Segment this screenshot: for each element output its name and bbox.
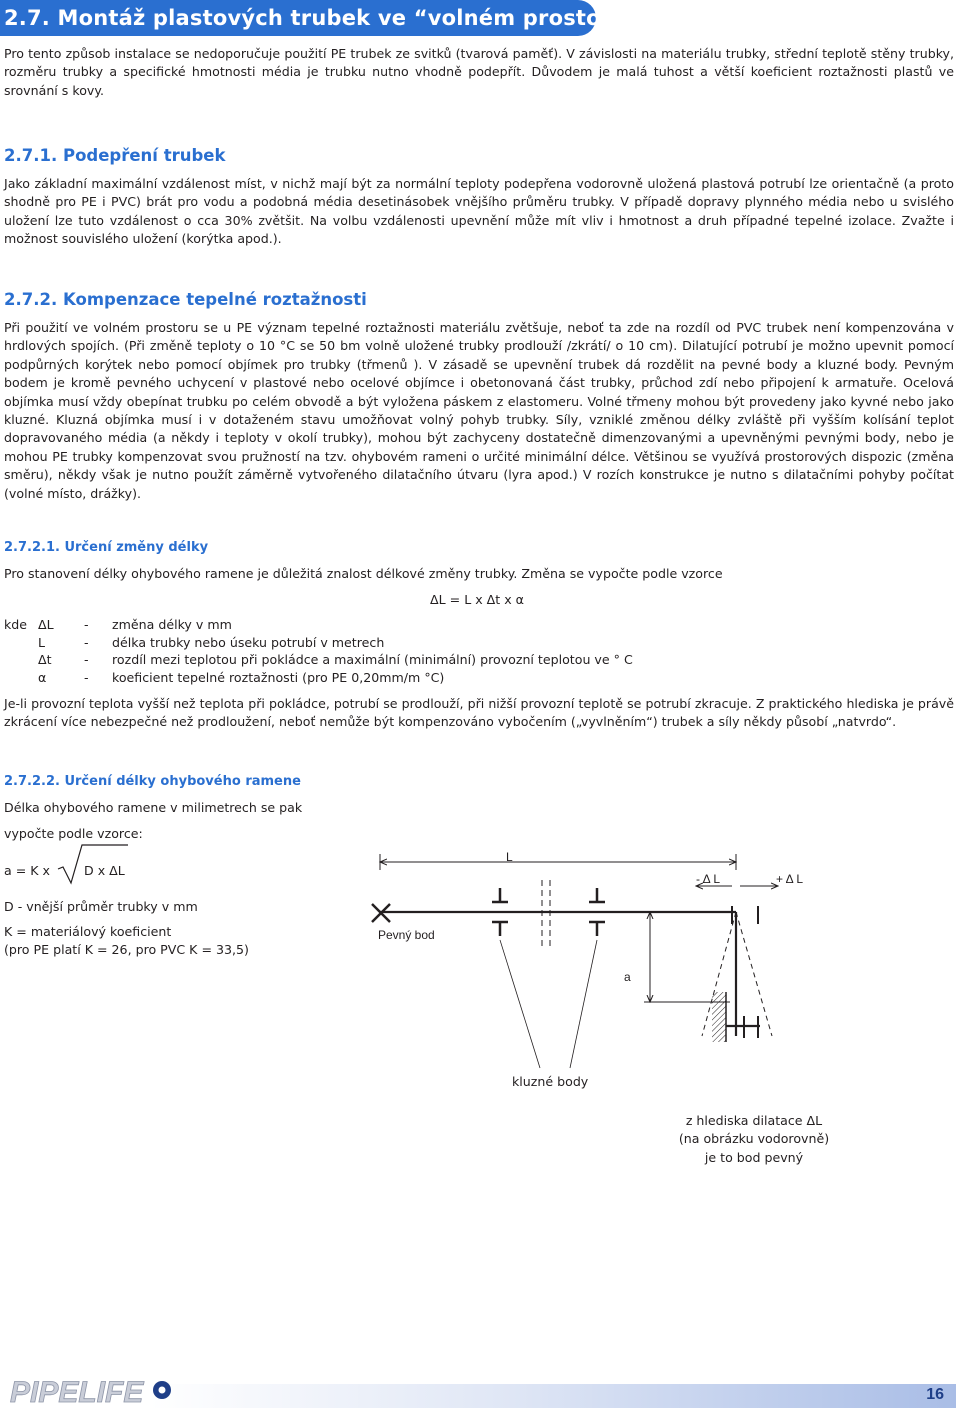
wall-hatch [712,992,726,1042]
definition-prefix [4,634,38,652]
label-a: a [624,970,631,984]
label-fixed-point: Pevný bod [378,928,435,942]
definition-dash: - [84,634,89,650]
intro-paragraph: Pro tento způsob instalace se nedoporučuje použití PE trubek ze svitků (tvarová paměť). V závislosti na materiálu trubky, střední teplotě stěny trubky, rozměru trubky a specifické hmotnosti média je trubku nutno vhodně podepřít. Důvodem je malá tuhost a větší koeficient roztažnosti plastů ve srovnání s kovy. [4,46,954,98]
definition-text: změna délky v mm [112,617,232,632]
definition-symbol: Δt [38,652,52,668]
definition-text: délka trubky nebo úseku potrubí v metrech [112,634,385,650]
definition-dash: - [84,669,89,685]
heading-2-7-2-2: 2.7.2.2. Určení délky ohybového ramene [4,774,301,789]
paragraph-2-7-2-1-lead: Pro stanovení délky ohybového ramene je důležitá znalost délkové změny trubky. Změna se vypočte podle vzorce [4,566,723,581]
formula-delta-l: ΔL = L x Δt x α [430,592,524,607]
formula-a-left: a = K x [4,863,50,878]
definition-symbol: α [38,669,47,685]
label-plus-delta-l: + Δ L [776,872,804,886]
label-sliding-points: kluzné body [512,1074,589,1089]
k-definition: K = materiálový koeficient [4,924,172,939]
k-values: (pro PE platí K = 26, pro PVC K = 33,5) [4,942,249,957]
dilatation-note-line-3: je to bod pevný [704,1149,804,1165]
heading-2-7-2-1: 2.7.2.1. Určení změny délky [4,540,209,555]
definition-text: koeficient tepelné roztažnosti (pro PE 0,20mm/m °C) [112,669,445,685]
definition-prefix [4,651,38,669]
paragraph-2-7-2: Při použití ve volném prostoru se u PE význam tepelné roztažnosti materiálu zvětšuje, neboť ta zde na rozdíl od PVC trubek není kompenzována v hrdlových spojích. (Při změně teploty o 10 °C se 50 bm volně uložené trubky prodlouží /zkrátí/ o 10 cm). Dilatující potrubí je možno upevnit pomocí podpůrných korýtek nebo pomocí objímek pro trubky (třmenů ). V zásadě se upevnění trubek dá rozdělit na pevné body a kluzné body. Pevným bodem je kromě pevného uchycení v plastové nebo ocelové objímce i obetonovaná část trubky, průchod zdí nebo připojení k armatuře. Ocelová objímka musí vždy obepínat trubku po celém obvodě a být vyložena páskem z elastomeru. Volné třmeny mohou být provedeny jako kyvné nebo jako kluzné. Kluzná objímka musí i v dotaženém stavu umožňovat volný pohyb trubky. Síly, vzniklé změnou délky zvláště při vyšším kolísání teplot dopravovaného média (a někdy i teploty v okolí trubky), mohou být zachyceny dostatečně dimenzovanými a upevněnými pevnými body, nebo je mohou PE trubky kompenzovat svou pružností na tzv. ohybovém rameni o určité minimální délce. Většinou se využívá prostorových dispozic (změna směru), někdy však je nutno použít záměrně vytvořeného dilatačního útvaru (lyra apod.) V rozích konstrukce je nutno s dilatačními pohyby počítat (volné místo, drážky). [4,320,954,501]
arm-length-line-2: vypočte podle vzorce: [4,826,143,841]
heading-2-7-1: 2.7.1. Podepření trubek [4,146,226,165]
heading-2-7-2: 2.7.2. Kompenzace tepelné roztažnosti [4,290,367,309]
arm-length-line-1: Délka ohybového ramene v milimetrech se pak [4,800,303,815]
d-definition: D - vnější průměr trubky v mm [4,899,198,914]
logo-text: PIPELIFE [10,1376,144,1409]
label-l: L [506,850,513,864]
definition-row [4,669,633,687]
paragraph-note: Je-li provozní teplota vyšší než teplota při pokládce, potrubí se prodlouží, při nižší provozní teplotě se potrubí zkracuje. Z praktického hlediska je právě zkrácení více nebezpečné než prodloužení, neboť nemůže být kompenzováno vybočením („vyvlněním“) trubek a síly někdy působí „natvrdo“. [4,696,954,730]
section-header-bar [0,0,641,36]
definition-row [4,634,633,652]
definition-row [4,616,633,634]
formula-radicand: D x ΔL [84,863,125,878]
dilatation-note-line-2: (na obrázku vodorovně) [678,1131,830,1147]
diagram-drawing [360,840,830,1100]
definition-text: rozdíl mezi teplotou při pokládce a maximální (minimální) provozní teplotou ve ° C [112,652,633,668]
footer-bar [150,1384,956,1408]
section-title: 2.7. Montáž plastových trubek ve “volném prostoru” [4,6,641,30]
dilatation-note-line-1: z hlediska dilatace ΔL [685,1113,823,1128]
definition-prefix: kde [4,617,28,632]
dilatation-note [664,1112,844,1167]
paragraph-2-7-1: Jako základní maximální vzdálenost míst, v nichž mají být za normální teploty podepřena vodorovně uložená plastová potrubí lze orientačně (a proto shodně pro PE i PVC) brát pro vodu a podobná média desetinásobek vnějšího průměru trubky. V případě dopravy plynného média nebo u svislého uložení lze tuto vzdálenost o cca 30% zvětšit. Na volbu vzdálenosti upevnění může mít vliv i hmotnost a druh případné tepelné izolace. Zvažte i možnost souvislého uložení (korýtka apod.). [4,176,954,247]
definition-symbol: ΔL [38,617,54,632]
definition-row [4,651,633,669]
definitions-list [4,616,633,686]
pipelife-logo [8,1372,178,1410]
page-number: 16 [926,1386,944,1403]
definition-dash: - [84,617,89,632]
definition-prefix [4,669,38,687]
definition-symbol: L [38,634,46,650]
definition-dash: - [84,652,89,668]
label-minus-delta-l: - Δ L [696,872,721,886]
